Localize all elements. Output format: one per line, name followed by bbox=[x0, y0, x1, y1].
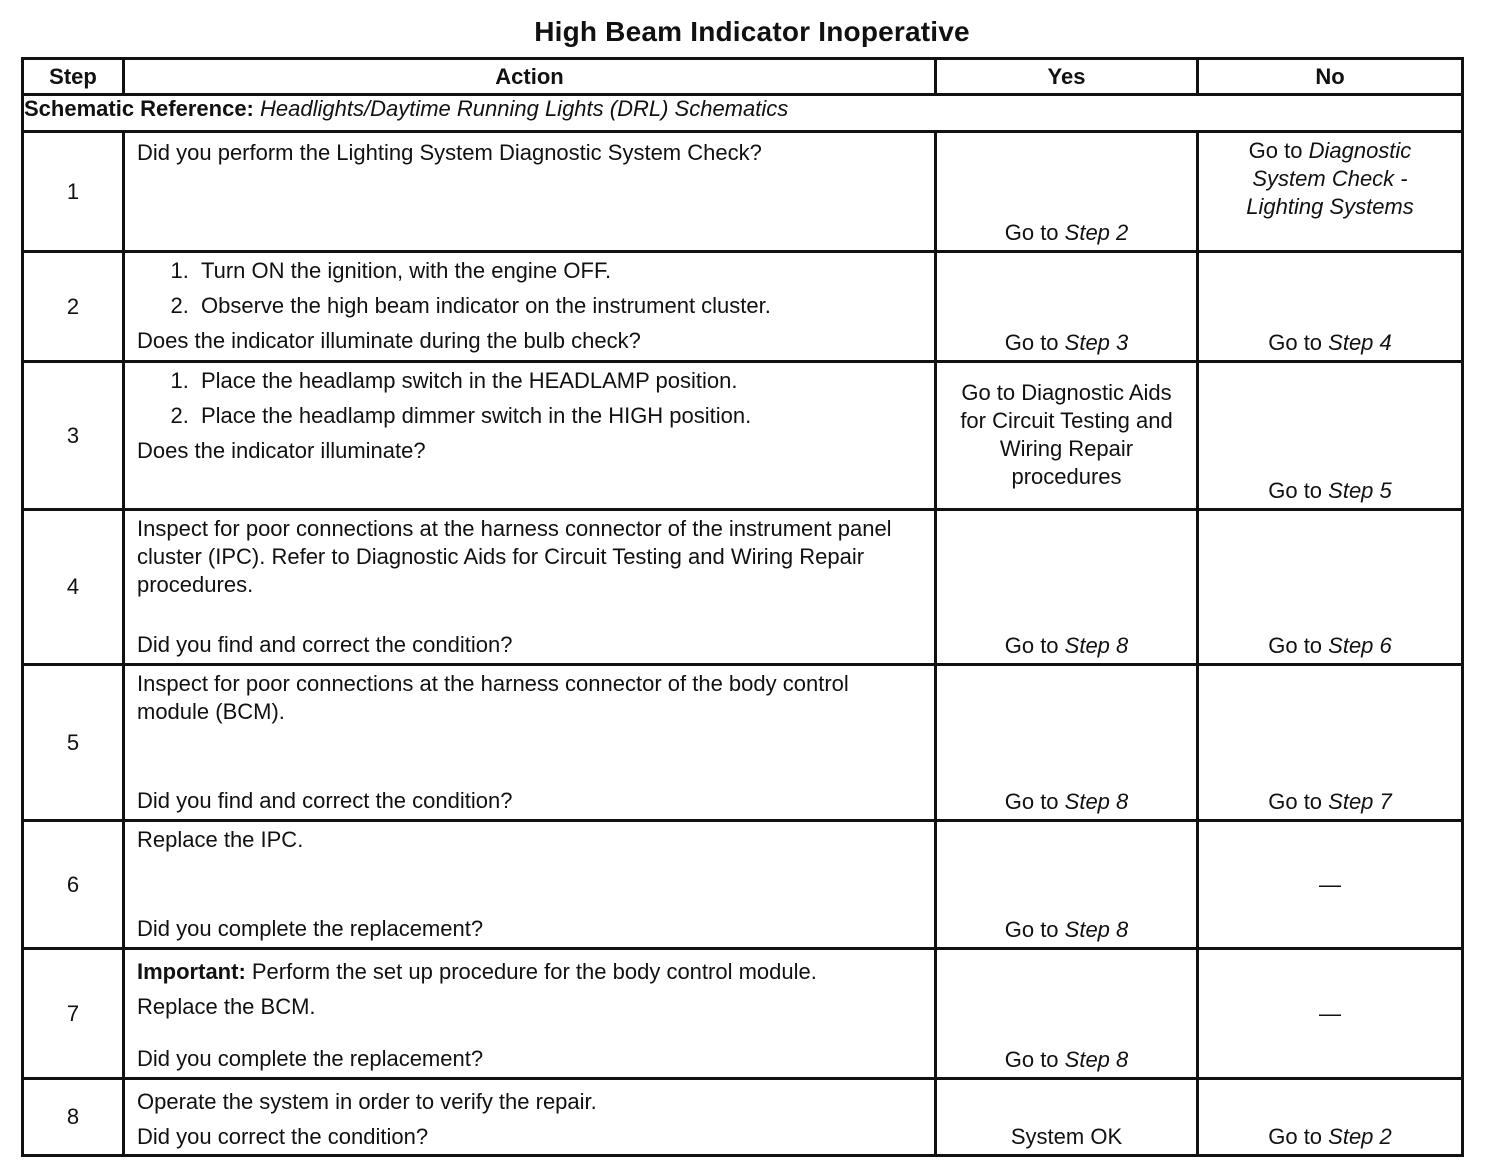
action-text: Replace the BCM. bbox=[137, 994, 316, 1019]
action-text: Inspect for poor connections at the harness connector of the body control module (BCM). bbox=[137, 671, 849, 724]
table-row bbox=[23, 949, 1463, 1079]
no-text: Go to bbox=[1268, 789, 1329, 814]
important-note bbox=[137, 954, 924, 989]
yes-text: Go to bbox=[1004, 1047, 1065, 1072]
no-step-link[interactable]: Step 6 bbox=[1328, 633, 1392, 658]
no-cell bbox=[1198, 949, 1463, 1079]
no-cell bbox=[1198, 1079, 1463, 1156]
schematic-label: Schematic Reference: bbox=[24, 96, 254, 121]
schematic-link[interactable]: Headlights/Daytime Running Lights (DRL) Schematics bbox=[260, 96, 789, 121]
yes-cell bbox=[936, 665, 1198, 821]
no-text: Go to bbox=[1268, 633, 1329, 658]
action-item: 2. Observe the high beam indicator on the instrument cluster. bbox=[195, 292, 924, 320]
diagnostic-table bbox=[21, 57, 1464, 1157]
yes-cell bbox=[936, 1079, 1198, 1156]
no-text: Go to bbox=[1268, 330, 1329, 355]
action-question: Did you complete the replacement? bbox=[137, 916, 484, 941]
table-row bbox=[23, 510, 1463, 665]
table-row bbox=[23, 821, 1463, 949]
no-dash: — bbox=[1319, 1000, 1341, 1026]
action-item: 2. Place the headlamp dimmer switch in the HIGH position. bbox=[195, 402, 924, 430]
yes-step-link[interactable]: Step 2 bbox=[1064, 220, 1129, 245]
step-number: 6 bbox=[23, 821, 124, 949]
table-row bbox=[23, 665, 1463, 821]
action-cell bbox=[124, 510, 936, 665]
no-cell bbox=[1198, 510, 1463, 665]
action-cell bbox=[124, 949, 936, 1079]
action-cell bbox=[124, 362, 936, 510]
yes-step-link[interactable]: Step 8 bbox=[1064, 1047, 1129, 1072]
action-cell bbox=[124, 665, 936, 821]
yes-step-link[interactable]: Step 3 bbox=[1064, 330, 1129, 355]
important-label: Important: bbox=[137, 959, 246, 984]
table-row bbox=[23, 132, 1463, 252]
action-item: 1. Place the headlamp switch in the HEADLAMP position. bbox=[195, 367, 924, 395]
no-text: Go to bbox=[1268, 478, 1329, 503]
yes-cell bbox=[936, 362, 1198, 510]
table-row bbox=[23, 362, 1463, 510]
yes-cell bbox=[936, 821, 1198, 949]
yes-cell bbox=[936, 252, 1198, 362]
step-number: 5 bbox=[23, 665, 124, 821]
step-number: 4 bbox=[23, 510, 124, 665]
important-text: Perform the set up procedure for the body control module. bbox=[245, 959, 817, 984]
schematic-row bbox=[23, 95, 1463, 132]
header-step: Step bbox=[23, 59, 124, 95]
no-step-link[interactable]: Step 4 bbox=[1328, 330, 1392, 355]
no-cell bbox=[1198, 821, 1463, 949]
action-question: Does the indicator illuminate during the bulb check? bbox=[137, 328, 641, 353]
action-cell bbox=[124, 821, 936, 949]
action-cell bbox=[124, 132, 936, 252]
action-item: 1. Turn ON the ignition, with the engine OFF. bbox=[195, 257, 924, 285]
no-step-link[interactable]: Diagnostic System Check - Lighting Systems bbox=[1246, 138, 1414, 219]
yes-step-link[interactable]: Step 8 bbox=[1064, 789, 1129, 814]
no-step-link[interactable]: Step 5 bbox=[1328, 478, 1392, 503]
step-number: 3 bbox=[23, 362, 124, 510]
yes-cell bbox=[936, 949, 1198, 1079]
action-cell bbox=[124, 252, 936, 362]
no-step-link[interactable]: Step 2 bbox=[1328, 1124, 1392, 1149]
schematic-reference bbox=[23, 95, 1463, 132]
no-cell bbox=[1198, 252, 1463, 362]
step-number: 1 bbox=[23, 132, 124, 252]
no-cell bbox=[1198, 362, 1463, 510]
yes-cell bbox=[936, 510, 1198, 665]
no-cell bbox=[1198, 132, 1463, 252]
yes-text[interactable]: System OK bbox=[1010, 1124, 1123, 1149]
yes-text: Go to bbox=[1004, 633, 1065, 658]
yes-text[interactable]: Go to Diagnostic Aids for Circuit Testing and Wiring Repair procedures bbox=[960, 380, 1173, 489]
header-yes: Yes bbox=[936, 59, 1198, 95]
yes-text: Go to bbox=[1004, 220, 1065, 245]
action-cell bbox=[124, 1079, 936, 1156]
step-number: 7 bbox=[23, 949, 124, 1079]
header-row bbox=[23, 59, 1463, 95]
no-text: Go to bbox=[1268, 1124, 1329, 1149]
yes-step-link[interactable]: Step 8 bbox=[1064, 917, 1129, 942]
yes-cell bbox=[936, 132, 1198, 252]
yes-step-link[interactable]: Step 8 bbox=[1064, 633, 1129, 658]
action-question: Did you complete the replacement? bbox=[137, 1046, 484, 1071]
yes-text: Go to bbox=[1004, 330, 1065, 355]
table-row bbox=[23, 252, 1463, 362]
no-dash: — bbox=[1319, 871, 1341, 897]
action-question: Did you find and correct the condition? bbox=[137, 788, 513, 813]
action-text: Inspect for poor connections at the harness connector of the instrument panel cluster (IPC). Refer to Diagnostic Aids for Circuit Testing and Wiring Repair procedures. bbox=[137, 516, 892, 597]
step-number: 2 bbox=[23, 252, 124, 362]
header-no: No bbox=[1198, 59, 1463, 95]
action-question: Does the indicator illuminate? bbox=[137, 438, 426, 463]
header-action: Action bbox=[124, 59, 936, 95]
action-text: Replace the IPC. bbox=[137, 827, 304, 852]
no-step-link[interactable]: Step 7 bbox=[1328, 789, 1392, 814]
action-text: Did you perform the Lighting System Diagnostic System Check? bbox=[137, 140, 762, 165]
no-cell bbox=[1198, 665, 1463, 821]
table-row bbox=[23, 1079, 1463, 1156]
step-number: 8 bbox=[23, 1079, 124, 1156]
action-text: Operate the system in order to verify the repair. bbox=[137, 1089, 597, 1114]
page-title: High Beam Indicator Inoperative bbox=[534, 16, 970, 47]
action-question: Did you correct the condition? bbox=[137, 1124, 429, 1149]
action-question: Did you find and correct the condition? bbox=[137, 632, 513, 657]
no-text: Go to bbox=[1248, 138, 1309, 163]
yes-text: Go to bbox=[1004, 917, 1065, 942]
yes-text: Go to bbox=[1004, 789, 1065, 814]
